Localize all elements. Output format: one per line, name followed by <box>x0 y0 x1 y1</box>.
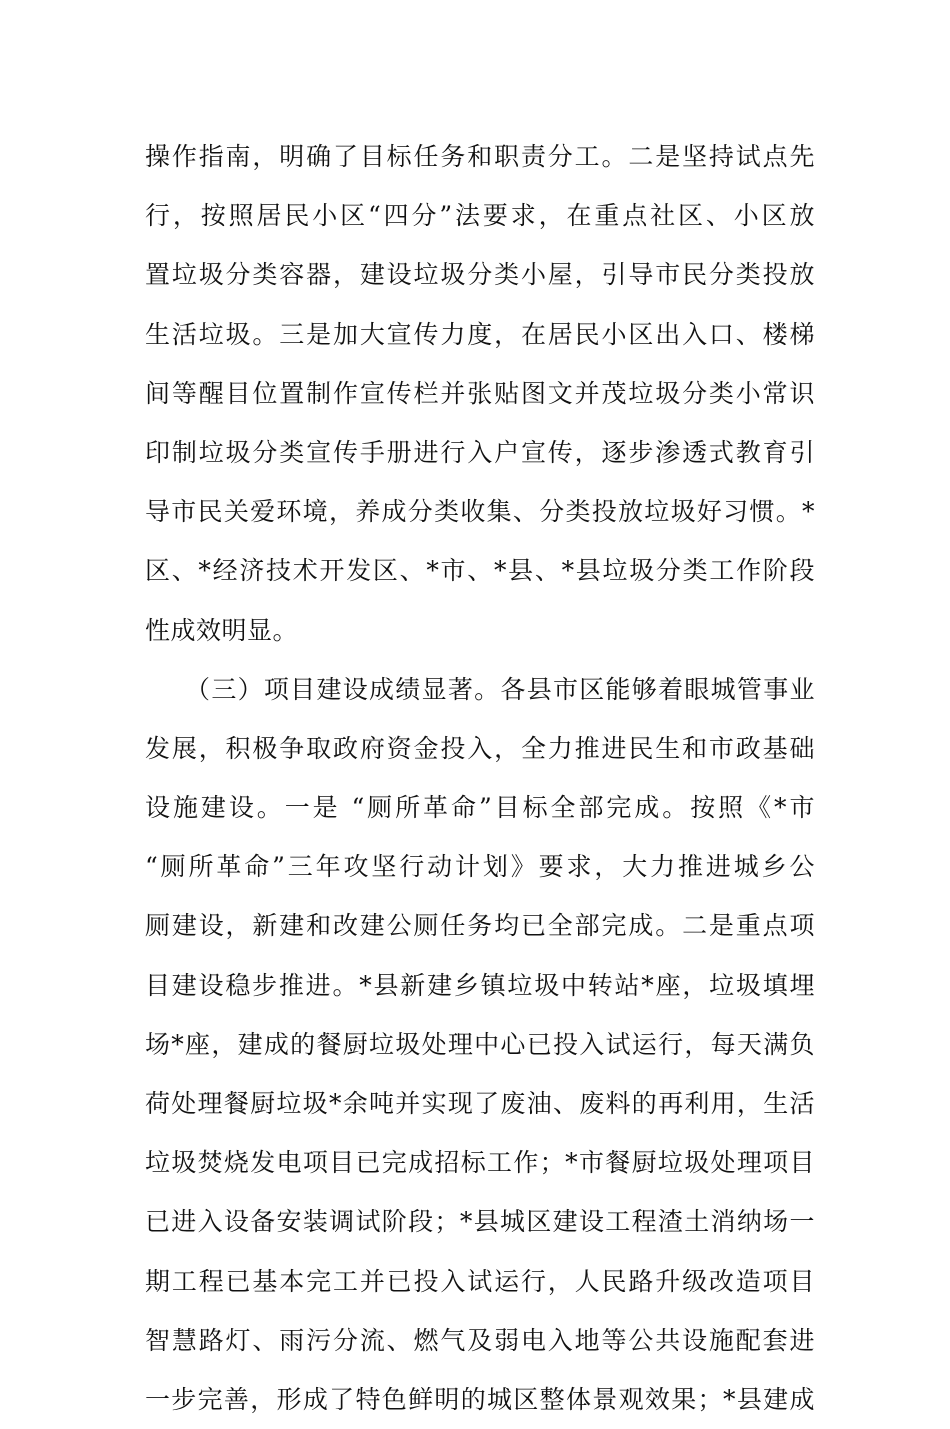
text-line: 操作指南，明确了目标任务和职责分工。二是坚持试点先 <box>145 142 815 171</box>
paragraph-end-line: 性成效明显。 <box>145 615 299 645</box>
text-line: 区、*经济技术开发区、*市、*县、*县垃圾分类工作阶段 <box>145 556 815 586</box>
body-text <box>145 127 815 1429</box>
text-line: “厕所革命”三年攻坚行动计划》要求，大力推进城乡公 <box>145 852 815 882</box>
text-line: 印制垃圾分类宣传手册进行入户宣传，逐步渗透式教育引 <box>145 437 815 467</box>
text-line: 间等醒目位置制作宣传栏并张贴图文并茂垃圾分类小常识 <box>145 378 815 408</box>
text-line: 场*座，建成的餐厨垃圾处理中心已投入试运行，每天满负 <box>145 1029 815 1059</box>
text-line: 设施建设。一是 “厕所革命”目标全部完成。按照《*市 <box>145 793 815 823</box>
text-line: 生活垃圾。三是加大宣传力度，在居民小区出入口、楼梯 <box>145 319 815 349</box>
text-line: 垃圾焚烧发电项目已完成招标工作；*市餐厨垃圾处理项目 <box>145 1148 815 1178</box>
text-line: 已进入设备安装调试阶段；*县城区建设工程渣土消纳场一 <box>145 1207 815 1237</box>
text-line: 期工程已基本完工并已投入试运行，人民路升级改造项目 <box>145 1266 815 1296</box>
text-line: 置垃圾分类容器，建设垃圾分类小屋，引导市民分类投放 <box>145 260 815 290</box>
text-line: 一步完善，形成了特色鲜明的城区整体景观效果；*县建成 <box>145 1384 815 1414</box>
text-line: 发展，积极争取政府资金投入，全力推进民生和市政基础 <box>145 733 815 763</box>
text-line: 行，按照居民小区“四分”法要求，在重点社区、小区放 <box>145 201 815 231</box>
text-line: 目建设稳步推进。*县新建乡镇垃圾中转站*座，垃圾填埋 <box>145 970 815 1000</box>
text-line: 导市民关爱环境，养成分类收集、分类投放垃圾好习惯。* <box>145 497 815 527</box>
text-line: 厕建设，新建和改建公厕任务均已全部完成。二是重点项 <box>145 911 815 941</box>
text-line: 荷处理餐厨垃圾*余吨并实现了废油、废料的再利用，生活 <box>145 1089 815 1118</box>
section-heading-line: （三）项目建设成绩显著。各县市区能够着眼城管事业 <box>145 674 815 704</box>
text-line: 智慧路灯、雨污分流、燃气及弱电入地等公共设施配套进 <box>145 1325 815 1355</box>
